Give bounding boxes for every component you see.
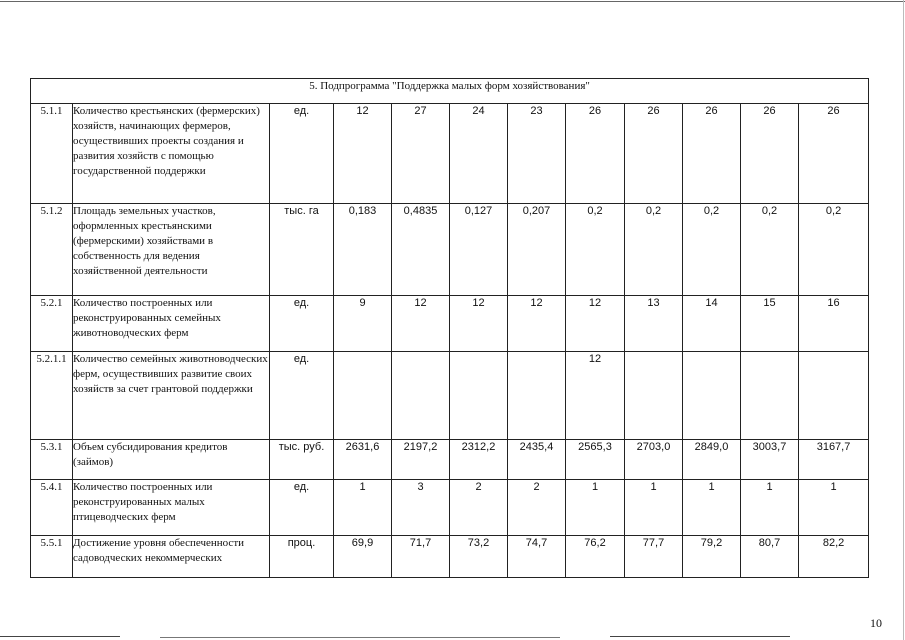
- unit-cell: ед.: [270, 296, 334, 352]
- value-cell: 71,7: [392, 536, 450, 578]
- unit-cell: ед.: [270, 480, 334, 536]
- value-cell: 16: [799, 296, 869, 352]
- unit-cell: проц.: [270, 536, 334, 578]
- scan-edge-bottom-mid: [160, 637, 560, 638]
- value-cell: [741, 352, 799, 440]
- value-cell: 0,2: [799, 204, 869, 296]
- table-row: [31, 104, 869, 204]
- table-row: [31, 296, 869, 352]
- section-title: 5. Подпрограмма "Поддержка малых форм хозяйствования": [31, 79, 869, 104]
- value-cell: 0,2: [683, 204, 741, 296]
- scan-edge-bottom-left: [0, 636, 120, 637]
- value-cell: 2: [508, 480, 566, 536]
- value-cell: 12: [508, 296, 566, 352]
- value-cell: 2565,3: [566, 440, 625, 480]
- row-number: 5.2.1: [31, 296, 73, 352]
- value-cell: 27: [392, 104, 450, 204]
- indicator-name: Количество построенных или реконструированных семейных животноводческих ферм: [73, 296, 270, 352]
- value-cell: 12: [450, 296, 508, 352]
- table-body: [31, 104, 869, 578]
- value-cell: 1: [799, 480, 869, 536]
- row-number: 5.2.1.1: [31, 352, 73, 440]
- table-row: [31, 440, 869, 480]
- value-cell: 26: [566, 104, 625, 204]
- value-cell: [508, 352, 566, 440]
- table-row: [31, 204, 869, 296]
- value-cell: 12: [334, 104, 392, 204]
- row-number: 5.1.1: [31, 104, 73, 204]
- value-cell: 77,7: [625, 536, 683, 578]
- value-cell: [392, 352, 450, 440]
- table-row: [31, 480, 869, 536]
- table-row: [31, 352, 869, 440]
- section-header-row: [31, 79, 869, 104]
- value-cell: 82,2: [799, 536, 869, 578]
- value-cell: 79,2: [683, 536, 741, 578]
- scan-edge-bottom-right: [610, 636, 790, 637]
- value-cell: 0,2: [566, 204, 625, 296]
- indicator-name: Количество крестьянских (фермерских) хозяйств, начинающих фермеров, осуществивших проекты создания и развития хозяйств с помощью государственной поддержки: [73, 104, 270, 204]
- value-cell: 26: [683, 104, 741, 204]
- value-cell: 0,2: [741, 204, 799, 296]
- indicator-name: Количество построенных или реконструированных малых птицеводческих ферм: [73, 480, 270, 536]
- row-number: 5.4.1: [31, 480, 73, 536]
- row-number: 5.3.1: [31, 440, 73, 480]
- value-cell: 2631,6: [334, 440, 392, 480]
- indicator-name: Объем субсидирования кредитов (займов): [73, 440, 270, 480]
- value-cell: 15: [741, 296, 799, 352]
- row-number: 5.5.1: [31, 536, 73, 578]
- value-cell: 24: [450, 104, 508, 204]
- value-cell: 2849,0: [683, 440, 741, 480]
- value-cell: 26: [625, 104, 683, 204]
- value-cell: 2312,2: [450, 440, 508, 480]
- value-cell: 1: [683, 480, 741, 536]
- value-cell: 2703,0: [625, 440, 683, 480]
- scan-edge-right: [903, 0, 904, 640]
- value-cell: 12: [566, 352, 625, 440]
- unit-cell: ед.: [270, 104, 334, 204]
- value-cell: [683, 352, 741, 440]
- value-cell: 2: [450, 480, 508, 536]
- scan-edge-top: [0, 1, 905, 2]
- value-cell: 0,127: [450, 204, 508, 296]
- indicator-name: Количество семейных животноводческих ферм, осуществивших развитие своих хозяйств за счет грантовой поддержки: [73, 352, 270, 440]
- indicator-name: Площадь земельных участков, оформленных крестьянскими (фермерскими) хозяйствами в собственность для ведения хозяйственной деятельности: [73, 204, 270, 296]
- value-cell: 0,207: [508, 204, 566, 296]
- value-cell: [625, 352, 683, 440]
- value-cell: 0,183: [334, 204, 392, 296]
- unit-cell: ед.: [270, 352, 334, 440]
- value-cell: 26: [799, 104, 869, 204]
- indicator-name: Достижение уровня обеспеченности садоводческих некоммерческих: [73, 536, 270, 578]
- value-cell: 23: [508, 104, 566, 204]
- value-cell: [450, 352, 508, 440]
- value-cell: 74,7: [508, 536, 566, 578]
- value-cell: 12: [566, 296, 625, 352]
- unit-cell: тыс. га: [270, 204, 334, 296]
- value-cell: 2197,2: [392, 440, 450, 480]
- value-cell: 3003,7: [741, 440, 799, 480]
- row-number: 5.1.2: [31, 204, 73, 296]
- value-cell: 0,4835: [392, 204, 450, 296]
- value-cell: [799, 352, 869, 440]
- value-cell: 12: [392, 296, 450, 352]
- value-cell: 1: [625, 480, 683, 536]
- value-cell: 14: [683, 296, 741, 352]
- value-cell: 3: [392, 480, 450, 536]
- value-cell: [334, 352, 392, 440]
- value-cell: 69,9: [334, 536, 392, 578]
- value-cell: 1: [334, 480, 392, 536]
- page-number: 10: [870, 616, 882, 630]
- indicators-table: [30, 78, 869, 578]
- value-cell: 2435,4: [508, 440, 566, 480]
- unit-cell: тыс. руб.: [270, 440, 334, 480]
- value-cell: 26: [741, 104, 799, 204]
- value-cell: 0,2: [625, 204, 683, 296]
- value-cell: 3167,7: [799, 440, 869, 480]
- value-cell: 73,2: [450, 536, 508, 578]
- value-cell: 9: [334, 296, 392, 352]
- table-row: [31, 536, 869, 578]
- value-cell: 1: [741, 480, 799, 536]
- value-cell: 13: [625, 296, 683, 352]
- value-cell: 80,7: [741, 536, 799, 578]
- value-cell: 1: [566, 480, 625, 536]
- value-cell: 76,2: [566, 536, 625, 578]
